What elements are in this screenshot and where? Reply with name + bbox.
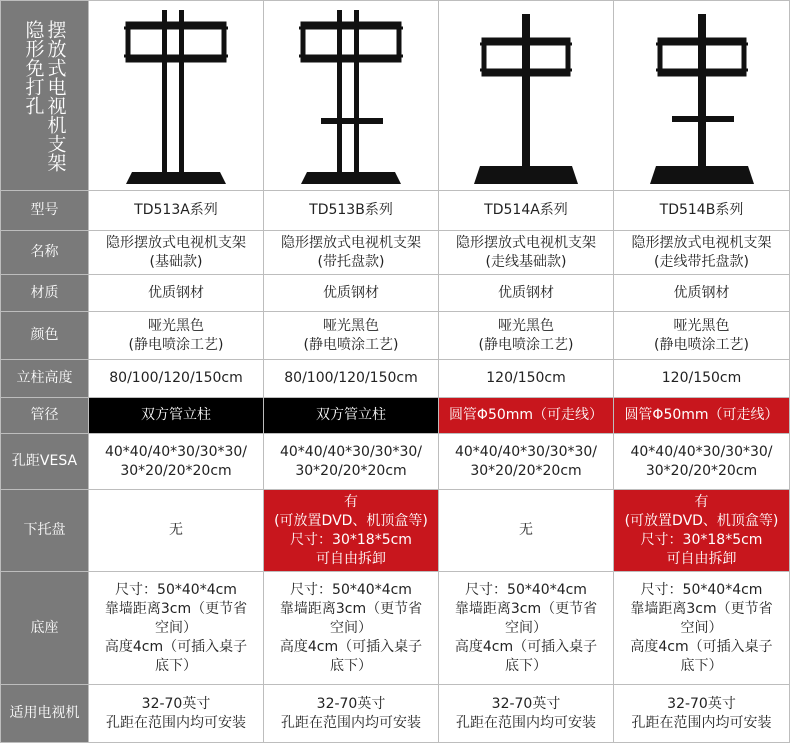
cell-model: TD513B系列 [264,191,439,231]
product-image-cell [614,1,790,191]
cell-pole: 双方管立柱 [89,398,264,434]
cell-tv: 32-70英寸 孔距在范围内均可安装 [89,685,264,743]
cell-material: 优质钢材 [439,275,614,312]
tv-stand-cable-basic-icon [466,6,586,186]
cell-height: 120/150cm [439,360,614,398]
cell-vesa: 40*40/40*30/30*30/ 30*20/20*20cm [264,434,439,490]
cell-tv: 32-70英寸 孔距在范围内均可安装 [264,685,439,743]
title-line-2: 摆放式电视机支架 [44,19,67,172]
cell-base: 尺寸：50*40*4cm 靠墙距离3cm（更节省 空间） 高度4cm（可插入桌子 底下） [264,572,439,685]
cell-material: 优质钢材 [264,275,439,312]
row-header: 型号 [1,191,89,231]
cell-vesa: 40*40/40*30/30*30/ 30*20/20*20cm [614,434,790,490]
cell-model: TD514B系列 [614,191,790,231]
cell-base: 尺寸：50*40*4cm 靠墙距离3cm（更节省 空间） 高度4cm（可插入桌子 底下） [614,572,790,685]
spec-row-height [1,360,790,398]
cell-pole: 圆管Φ50mm（可走线） [614,398,790,434]
row-header: 底座 [1,572,89,685]
spec-row-pole [1,398,790,434]
spec-row-vesa [1,434,790,490]
tv-stand-cable-tray-icon [642,6,762,186]
row-header: 适用电视机 [1,685,89,743]
cell-name: 隐形摆放式电视机支架 (走线带托盘款) [614,231,790,275]
cell-color: 哑光黑色 (静电喷涂工艺) [264,312,439,360]
cell-pole: 圆管Φ50mm（可走线） [439,398,614,434]
title-line-1: 隐形免打孔 [22,19,45,115]
cell-vesa: 40*40/40*30/30*30/ 30*20/20*20cm [89,434,264,490]
row-header: 孔距VESA [1,434,89,490]
cell-color: 哑光黑色 (静电喷涂工艺) [439,312,614,360]
cell-base: 尺寸：50*40*4cm 靠墙距离3cm（更节省 空间） 高度4cm（可插入桌子 底下） [439,572,614,685]
cell-vesa: 40*40/40*30/30*30/ 30*20/20*20cm [439,434,614,490]
image-row [1,1,790,191]
row-header: 立柱高度 [1,360,89,398]
cell-pole: 双方管立柱 [264,398,439,434]
cell-color: 哑光黑色 (静电喷涂工艺) [614,312,790,360]
cell-height: 120/150cm [614,360,790,398]
cell-color: 哑光黑色 (静电喷涂工艺) [89,312,264,360]
tv-stand-tray-icon [291,6,411,186]
cell-material: 优质钢材 [614,275,790,312]
spec-row-tray [1,490,790,572]
row-header: 下托盘 [1,490,89,572]
row-header: 颜色 [1,312,89,360]
spec-row-model [1,191,790,231]
cell-material: 优质钢材 [89,275,264,312]
cell-model: TD514A系列 [439,191,614,231]
cell-tray: 无 [439,490,614,572]
row-header: 管径 [1,398,89,434]
cell-name: 隐形摆放式电视机支架 (带托盘款) [264,231,439,275]
cell-name: 隐形摆放式电视机支架 (基础款) [89,231,264,275]
cell-model: TD513A系列 [89,191,264,231]
cell-tv: 32-70英寸 孔距在范围内均可安装 [614,685,790,743]
spec-row-material [1,275,790,312]
product-image-cell [89,1,264,191]
product-image-cell [439,1,614,191]
cell-tray: 有 (可放置DVD、机顶盒等) 尺寸：30*18*5cm 可自由拆卸 [614,490,790,572]
tv-stand-basic-icon [116,6,236,186]
header-title-cell [1,1,89,191]
spec-row-base [1,572,790,685]
cell-tray: 无 [89,490,264,572]
cell-height: 80/100/120/150cm [89,360,264,398]
cell-tv: 32-70英寸 孔距在范围内均可安装 [439,685,614,743]
cell-tray: 有 (可放置DVD、机顶盒等) 尺寸：30*18*5cm 可自由拆卸 [264,490,439,572]
product-image-cell [264,1,439,191]
cell-name: 隐形摆放式电视机支架 (走线基础款) [439,231,614,275]
row-header: 名称 [1,231,89,275]
spec-row-name [1,231,790,275]
cell-height: 80/100/120/150cm [264,360,439,398]
cell-base: 尺寸：50*40*4cm 靠墙距离3cm（更节省 空间） 高度4cm（可插入桌子 底下） [89,572,264,685]
row-header: 材质 [1,275,89,312]
spec-row-tv [1,685,790,743]
spec-row-color [1,312,790,360]
